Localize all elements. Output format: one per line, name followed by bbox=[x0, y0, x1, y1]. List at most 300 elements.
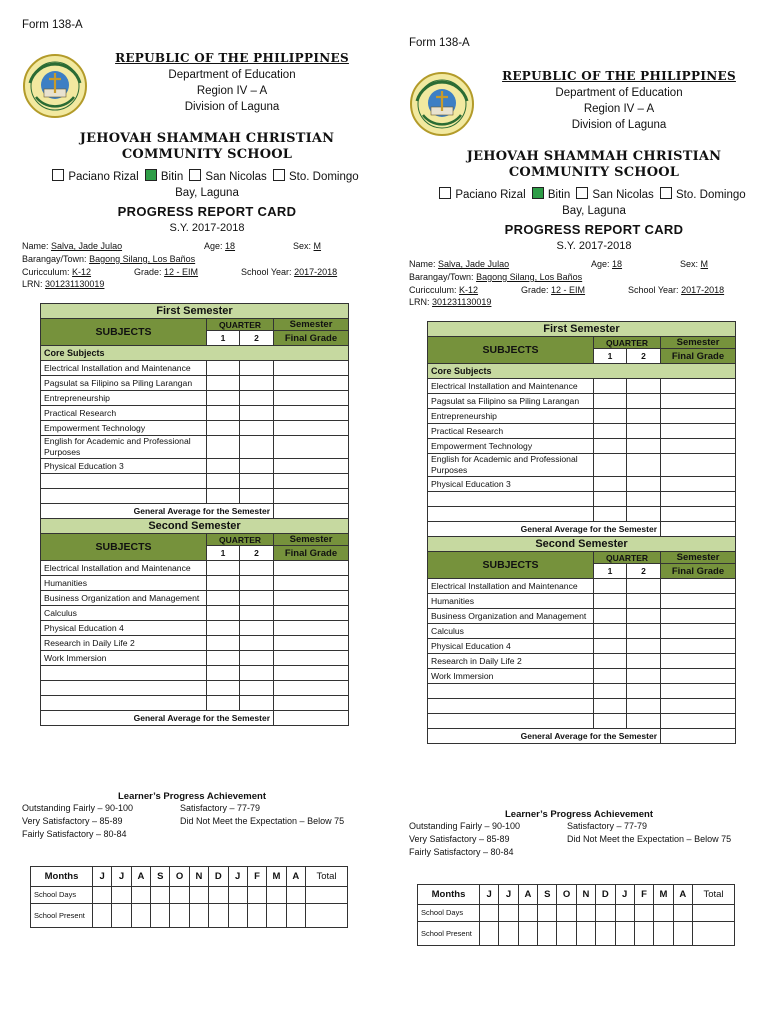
semester-header: Semester bbox=[661, 337, 736, 349]
first-semester-average bbox=[428, 522, 736, 537]
final-grade[interactable] bbox=[274, 406, 349, 421]
month-header: M bbox=[654, 885, 673, 905]
report-card-right bbox=[409, 37, 768, 997]
quarter-2-grade[interactable] bbox=[240, 636, 274, 651]
quarter-2-grade[interactable] bbox=[240, 576, 274, 591]
month-header: N bbox=[576, 885, 595, 905]
subject-row bbox=[428, 409, 736, 424]
attendance-cell[interactable] bbox=[518, 905, 537, 922]
school-year-heading: S.Y. 2017-2018 bbox=[169, 222, 245, 234]
name-label: Name: bbox=[409, 259, 436, 269]
quarter-1-grade[interactable] bbox=[207, 576, 240, 591]
subject-name bbox=[428, 507, 594, 522]
final-grade[interactable] bbox=[661, 639, 736, 654]
quarter-header: QUARTER bbox=[594, 552, 661, 564]
attendance-cell[interactable] bbox=[131, 904, 150, 928]
final-grade[interactable] bbox=[274, 591, 349, 606]
month-header: M bbox=[267, 867, 286, 887]
quarter-1-grade[interactable] bbox=[207, 696, 240, 711]
general-average-label: General Average for the Semester bbox=[428, 729, 661, 744]
attendance-cell[interactable] bbox=[112, 904, 131, 928]
final-grade[interactable] bbox=[274, 666, 349, 681]
attendance-table bbox=[417, 884, 735, 946]
final-grade[interactable] bbox=[274, 696, 349, 711]
attendance-cell[interactable] bbox=[615, 922, 634, 946]
student-grade-field bbox=[521, 285, 585, 295]
quarter-1-grade[interactable] bbox=[207, 391, 240, 406]
subject-row bbox=[428, 699, 736, 714]
quarter-1-grade[interactable] bbox=[594, 609, 627, 624]
final-grade[interactable] bbox=[661, 492, 736, 507]
subject-row bbox=[41, 561, 349, 576]
quarter-2-grade[interactable] bbox=[240, 696, 274, 711]
attendance-row-label: School Days bbox=[418, 905, 480, 922]
month-header: S bbox=[151, 867, 170, 887]
barangay-label: Barangay/Town: bbox=[22, 254, 87, 264]
final-grade[interactable] bbox=[661, 669, 736, 684]
division-text: Division of Laguna bbox=[571, 119, 667, 131]
month-header: F bbox=[247, 867, 266, 887]
subject-row bbox=[41, 606, 349, 621]
final-grade[interactable] bbox=[661, 477, 736, 492]
final-grade[interactable] bbox=[661, 594, 736, 609]
general-average-label: General Average for the Semester bbox=[428, 522, 661, 537]
region-text: Region IV – A bbox=[196, 85, 268, 97]
attendance-cell[interactable] bbox=[93, 904, 112, 928]
quarter-2-grade[interactable] bbox=[240, 376, 274, 391]
quarter-2-grade[interactable] bbox=[627, 699, 661, 714]
general-average-value[interactable] bbox=[661, 729, 736, 744]
quarter-1-grade[interactable] bbox=[207, 436, 240, 459]
quarter-1-grade[interactable] bbox=[207, 636, 240, 651]
subject-name: Research in Daily Life 2 bbox=[41, 636, 207, 651]
quarter-1-grade[interactable] bbox=[207, 666, 240, 681]
quarter-1-grade[interactable] bbox=[594, 439, 627, 454]
quarter-1-grade[interactable] bbox=[594, 714, 627, 729]
quarter-1-grade[interactable] bbox=[594, 699, 627, 714]
final-grade-header: Final Grade bbox=[661, 564, 736, 579]
attendance-cell[interactable] bbox=[576, 905, 595, 922]
report-title: PROGRESS REPORT CARD bbox=[117, 204, 297, 219]
quarter-1-grade[interactable] bbox=[594, 454, 627, 477]
quarter-2-header: 2 bbox=[627, 349, 661, 364]
attendance-row bbox=[418, 922, 735, 946]
attendance-cell[interactable] bbox=[499, 922, 518, 946]
attendance-cell[interactable] bbox=[247, 904, 266, 928]
attendance-cell[interactable] bbox=[634, 922, 653, 946]
final-grade[interactable] bbox=[661, 624, 736, 639]
quarter-1-grade[interactable] bbox=[207, 459, 240, 474]
quarter-2-grade[interactable] bbox=[240, 651, 274, 666]
attendance-cell[interactable] bbox=[209, 904, 228, 928]
semester-header: Semester bbox=[274, 319, 349, 331]
quarter-2-grade[interactable] bbox=[627, 579, 661, 594]
month-header: J bbox=[93, 867, 112, 887]
quarter-1-grade[interactable] bbox=[594, 507, 627, 522]
subject-name bbox=[428, 492, 594, 507]
attendance-cell[interactable] bbox=[267, 887, 286, 904]
total-header: Total bbox=[306, 867, 348, 887]
final-grade[interactable] bbox=[274, 361, 349, 376]
final-grade[interactable] bbox=[274, 561, 349, 576]
student-school-year-field bbox=[628, 285, 724, 295]
quarter-1-grade[interactable] bbox=[594, 477, 627, 492]
final-grade[interactable] bbox=[274, 391, 349, 406]
campus-option[interactable] bbox=[273, 169, 359, 183]
attendance-cell[interactable] bbox=[693, 905, 735, 922]
final-grade[interactable] bbox=[661, 439, 736, 454]
student-lrn-field bbox=[22, 279, 104, 289]
student-school-year-field bbox=[241, 267, 337, 277]
campus-option[interactable] bbox=[660, 187, 746, 201]
subject-row bbox=[428, 669, 736, 684]
quarter-1-header: 1 bbox=[207, 331, 240, 346]
general-average-value[interactable] bbox=[274, 711, 349, 726]
quarter-1-grade[interactable] bbox=[207, 421, 240, 436]
final-grade[interactable] bbox=[274, 489, 349, 504]
subject-name: Entrepreneurship bbox=[428, 409, 594, 424]
attendance-cell[interactable] bbox=[286, 904, 305, 928]
school-name-line2: COMMUNITY SCHOOL bbox=[121, 147, 293, 162]
quarter-2-grade[interactable] bbox=[627, 379, 661, 394]
subject-name: English for Academic and Professional Purposes bbox=[428, 454, 594, 477]
quarter-1-grade[interactable] bbox=[594, 394, 627, 409]
quarter-1-grade[interactable] bbox=[207, 474, 240, 489]
attendance-cell[interactable] bbox=[654, 905, 673, 922]
student-name: Salva, Jade Julao bbox=[438, 259, 510, 269]
final-grade[interactable] bbox=[274, 474, 349, 489]
attendance-cell[interactable] bbox=[170, 887, 189, 904]
attendance-cell[interactable] bbox=[596, 905, 615, 922]
quarter-2-grade[interactable] bbox=[240, 459, 274, 474]
campus-option[interactable] bbox=[52, 169, 138, 183]
quarter-2-grade[interactable] bbox=[240, 406, 274, 421]
subject-name: Physical Education 4 bbox=[428, 639, 594, 654]
subject-name: Empowerment Technology bbox=[428, 439, 594, 454]
quarter-1-grade[interactable] bbox=[594, 669, 627, 684]
final-grade[interactable] bbox=[661, 507, 736, 522]
quarter-2-grade[interactable] bbox=[240, 606, 274, 621]
attendance-cell[interactable] bbox=[228, 904, 247, 928]
first-semester-title: First Semester bbox=[428, 322, 736, 337]
final-grade[interactable] bbox=[274, 376, 349, 391]
final-grade[interactable] bbox=[661, 409, 736, 424]
attendance-cell[interactable] bbox=[247, 887, 266, 904]
attendance-cell[interactable] bbox=[634, 905, 653, 922]
campus-options bbox=[409, 187, 768, 201]
final-grade[interactable] bbox=[274, 576, 349, 591]
general-average-value[interactable] bbox=[661, 522, 736, 537]
attendance-cell[interactable] bbox=[557, 922, 576, 946]
quarter-1-grade[interactable] bbox=[594, 639, 627, 654]
subject-row bbox=[428, 492, 736, 507]
attendance-cell[interactable] bbox=[209, 887, 228, 904]
campus-label: Bitin bbox=[160, 171, 184, 183]
quarter-1-grade[interactable] bbox=[594, 654, 627, 669]
month-header: A bbox=[131, 867, 150, 887]
quarter-1-grade[interactable] bbox=[594, 594, 627, 609]
final-grade[interactable] bbox=[661, 579, 736, 594]
quarter-2-grade[interactable] bbox=[240, 561, 274, 576]
quarter-1-grade[interactable] bbox=[594, 424, 627, 439]
quarter-2-grade[interactable] bbox=[240, 436, 274, 459]
subject-name: Empowerment Technology bbox=[41, 421, 207, 436]
subject-name: Work Immersion bbox=[428, 669, 594, 684]
campus-label: Sto. Domingo bbox=[676, 189, 746, 201]
subject-row bbox=[428, 454, 736, 477]
quarter-2-grade[interactable] bbox=[627, 477, 661, 492]
checkbox bbox=[189, 169, 201, 181]
quarter-2-grade[interactable] bbox=[240, 421, 274, 436]
student-curriculum: K-12 bbox=[72, 267, 92, 277]
attendance-cell[interactable] bbox=[306, 887, 348, 904]
republic-heading: REPUBLIC OF THE PHILIPPINES bbox=[502, 69, 736, 83]
subjects-header: SUBJECTS bbox=[41, 534, 207, 561]
form-number: Form 138-A bbox=[409, 37, 470, 49]
attendance-cell[interactable] bbox=[131, 887, 150, 904]
subject-name bbox=[41, 666, 207, 681]
student-barangay: Bagong Silang, Los Baños bbox=[476, 272, 583, 282]
quarter-1-grade[interactable] bbox=[207, 606, 240, 621]
quarter-1-grade[interactable] bbox=[207, 621, 240, 636]
campus-option[interactable] bbox=[189, 169, 266, 183]
quarter-2-grade[interactable] bbox=[627, 714, 661, 729]
final-grade[interactable] bbox=[274, 421, 349, 436]
subject-row bbox=[41, 681, 349, 696]
final-grade[interactable] bbox=[274, 436, 349, 459]
quarter-2-grade[interactable] bbox=[627, 669, 661, 684]
attendance-cell[interactable] bbox=[480, 922, 499, 946]
quarter-2-grade[interactable] bbox=[627, 492, 661, 507]
quarter-2-grade[interactable] bbox=[240, 361, 274, 376]
student-barangay-field bbox=[22, 254, 195, 264]
final-grade-header: Final Grade bbox=[274, 546, 349, 561]
quarter-2-grade[interactable] bbox=[627, 507, 661, 522]
student-name-field bbox=[22, 241, 122, 251]
final-grade[interactable] bbox=[274, 651, 349, 666]
campus-option[interactable] bbox=[576, 187, 653, 201]
subject-row bbox=[41, 576, 349, 591]
final-grade[interactable] bbox=[661, 424, 736, 439]
attendance-cell[interactable] bbox=[654, 922, 673, 946]
campus-option[interactable] bbox=[145, 169, 183, 183]
report-card-left bbox=[22, 19, 392, 979]
quarter-1-grade[interactable] bbox=[207, 591, 240, 606]
quarter-2-grade[interactable] bbox=[240, 681, 274, 696]
subject-row bbox=[41, 636, 349, 651]
subject-row bbox=[41, 361, 349, 376]
attendance-cell[interactable] bbox=[518, 922, 537, 946]
quarter-2-grade[interactable] bbox=[240, 474, 274, 489]
attendance-cell[interactable] bbox=[151, 887, 170, 904]
attendance-row bbox=[418, 905, 735, 922]
grades-table bbox=[40, 303, 349, 726]
attendance-cell[interactable] bbox=[480, 905, 499, 922]
legend-satisfactory: Satisfactory – 77-79 bbox=[567, 821, 648, 831]
student-lrn: 301231130019 bbox=[45, 279, 105, 289]
quarter-2-grade[interactable] bbox=[627, 594, 661, 609]
quarter-1-grade[interactable] bbox=[594, 624, 627, 639]
attendance-cell[interactable] bbox=[267, 904, 286, 928]
attendance-cell[interactable] bbox=[306, 904, 348, 928]
quarter-1-header: 1 bbox=[207, 546, 240, 561]
student-barangay: Bagong Silang, Los Baños bbox=[89, 254, 196, 264]
grade-label: Grade: bbox=[521, 285, 549, 295]
subject-row bbox=[428, 624, 736, 639]
final-grade[interactable] bbox=[274, 636, 349, 651]
subject-row bbox=[428, 394, 736, 409]
final-grade[interactable] bbox=[661, 379, 736, 394]
subject-row bbox=[41, 391, 349, 406]
campus-option[interactable] bbox=[439, 187, 525, 201]
attendance-cell[interactable] bbox=[538, 905, 557, 922]
final-grade[interactable] bbox=[661, 609, 736, 624]
subject-row bbox=[428, 424, 736, 439]
quarter-2-grade[interactable] bbox=[240, 489, 274, 504]
quarter-2-grade[interactable] bbox=[627, 684, 661, 699]
school-year-label: School Year: bbox=[628, 285, 679, 295]
lrn-label: LRN: bbox=[22, 279, 43, 289]
attendance-cell[interactable] bbox=[170, 904, 189, 928]
final-grade[interactable] bbox=[274, 621, 349, 636]
subject-row bbox=[41, 696, 349, 711]
attendance-cell[interactable] bbox=[576, 922, 595, 946]
general-average-value[interactable] bbox=[274, 504, 349, 519]
second-semester-average bbox=[41, 711, 349, 726]
month-header: J bbox=[499, 885, 518, 905]
subject-row bbox=[428, 579, 736, 594]
first-semester-section bbox=[41, 304, 349, 361]
quarter-1-grade[interactable] bbox=[594, 492, 627, 507]
quarter-1-grade[interactable] bbox=[207, 406, 240, 421]
quarter-2-grade[interactable] bbox=[627, 609, 661, 624]
subject-row bbox=[428, 439, 736, 454]
student-school-year: 2017-2018 bbox=[681, 285, 725, 295]
final-grade[interactable] bbox=[274, 459, 349, 474]
quarter-1-grade[interactable] bbox=[207, 376, 240, 391]
quarter-2-header: 2 bbox=[240, 331, 274, 346]
quarter-2-grade[interactable] bbox=[627, 654, 661, 669]
attendance-cell[interactable] bbox=[615, 905, 634, 922]
subject-row bbox=[41, 421, 349, 436]
subject-row bbox=[428, 507, 736, 522]
attendance-cell[interactable] bbox=[228, 887, 247, 904]
region-text: Region IV – A bbox=[583, 103, 655, 115]
student-grade-field bbox=[134, 267, 198, 277]
final-grade-header: Final Grade bbox=[274, 331, 349, 346]
quarter-1-grade[interactable] bbox=[207, 361, 240, 376]
student-age-field bbox=[591, 259, 622, 269]
checkbox bbox=[660, 187, 672, 199]
final-grade[interactable] bbox=[661, 699, 736, 714]
final-grade[interactable] bbox=[661, 394, 736, 409]
quarter-2-grade[interactable] bbox=[627, 424, 661, 439]
quarter-1-header: 1 bbox=[594, 349, 627, 364]
student-sex-field bbox=[293, 241, 321, 251]
quarter-1-grade[interactable] bbox=[594, 409, 627, 424]
quarter-2-grade[interactable] bbox=[627, 394, 661, 409]
quarter-1-grade[interactable] bbox=[207, 681, 240, 696]
subjects-header: SUBJECTS bbox=[428, 552, 594, 579]
quarter-2-grade[interactable] bbox=[627, 439, 661, 454]
final-grade[interactable] bbox=[274, 681, 349, 696]
subject-name: Pagsulat sa Filipino sa Piling Larangan bbox=[41, 376, 207, 391]
attendance-cell[interactable] bbox=[673, 922, 692, 946]
month-header: D bbox=[209, 867, 228, 887]
quarter-1-grade[interactable] bbox=[594, 579, 627, 594]
quarter-2-header: 2 bbox=[240, 546, 274, 561]
subject-row bbox=[41, 651, 349, 666]
quarter-1-grade[interactable] bbox=[207, 489, 240, 504]
student-age-field bbox=[204, 241, 235, 251]
attendance-cell[interactable] bbox=[93, 887, 112, 904]
quarter-2-grade[interactable] bbox=[240, 666, 274, 681]
attendance-cell[interactable] bbox=[596, 922, 615, 946]
final-grade[interactable] bbox=[661, 654, 736, 669]
quarter-2-grade[interactable] bbox=[240, 591, 274, 606]
final-grade[interactable] bbox=[661, 714, 736, 729]
attendance-cell[interactable] bbox=[673, 905, 692, 922]
quarter-2-grade[interactable] bbox=[627, 624, 661, 639]
attendance-cell[interactable] bbox=[189, 904, 208, 928]
attendance-cell[interactable] bbox=[499, 905, 518, 922]
second-semester-average bbox=[428, 729, 736, 744]
attendance-cell[interactable] bbox=[112, 887, 131, 904]
campus-option[interactable] bbox=[532, 187, 570, 201]
month-header: N bbox=[189, 867, 208, 887]
final-grade[interactable] bbox=[661, 684, 736, 699]
subject-name bbox=[41, 474, 207, 489]
month-header: J bbox=[112, 867, 131, 887]
subject-name bbox=[428, 699, 594, 714]
first-semester-subject-rows bbox=[428, 379, 736, 522]
attendance-cell[interactable] bbox=[557, 905, 576, 922]
first-semester-title: First Semester bbox=[41, 304, 349, 319]
student-grade: 12 - EIM bbox=[551, 285, 586, 295]
attendance-cell[interactable] bbox=[693, 922, 735, 946]
final-grade[interactable] bbox=[274, 606, 349, 621]
subject-row bbox=[41, 621, 349, 636]
attendance-cell[interactable] bbox=[286, 887, 305, 904]
quarter-2-grade[interactable] bbox=[240, 621, 274, 636]
attendance-cell[interactable] bbox=[538, 922, 557, 946]
student-curriculum-field bbox=[409, 285, 478, 295]
core-subjects-label: Core Subjects bbox=[41, 346, 349, 361]
quarter-1-grade[interactable] bbox=[207, 561, 240, 576]
student-lrn: 301231130019 bbox=[432, 297, 492, 307]
quarter-2-grade[interactable] bbox=[627, 454, 661, 477]
quarter-1-grade[interactable] bbox=[207, 651, 240, 666]
attendance-cell[interactable] bbox=[151, 904, 170, 928]
second-semester-title: Second Semester bbox=[428, 537, 736, 552]
student-sex: M bbox=[700, 259, 709, 269]
student-sex: M bbox=[313, 241, 322, 251]
quarter-2-grade[interactable] bbox=[627, 639, 661, 654]
quarter-1-grade[interactable] bbox=[594, 684, 627, 699]
subject-name: Physical Education 3 bbox=[41, 459, 207, 474]
checkbox bbox=[439, 187, 451, 199]
subject-name: English for Academic and Professional Purposes bbox=[41, 436, 207, 459]
subject-name: Physical Education 4 bbox=[41, 621, 207, 636]
final-grade[interactable] bbox=[661, 454, 736, 477]
sex-label: Sex: bbox=[293, 241, 312, 251]
attendance-cell[interactable] bbox=[189, 887, 208, 904]
quarter-2-grade[interactable] bbox=[627, 409, 661, 424]
quarter-2-grade[interactable] bbox=[240, 391, 274, 406]
location-text: Bay, Laguna bbox=[175, 187, 239, 199]
quarter-1-grade[interactable] bbox=[594, 379, 627, 394]
month-header: J bbox=[615, 885, 634, 905]
